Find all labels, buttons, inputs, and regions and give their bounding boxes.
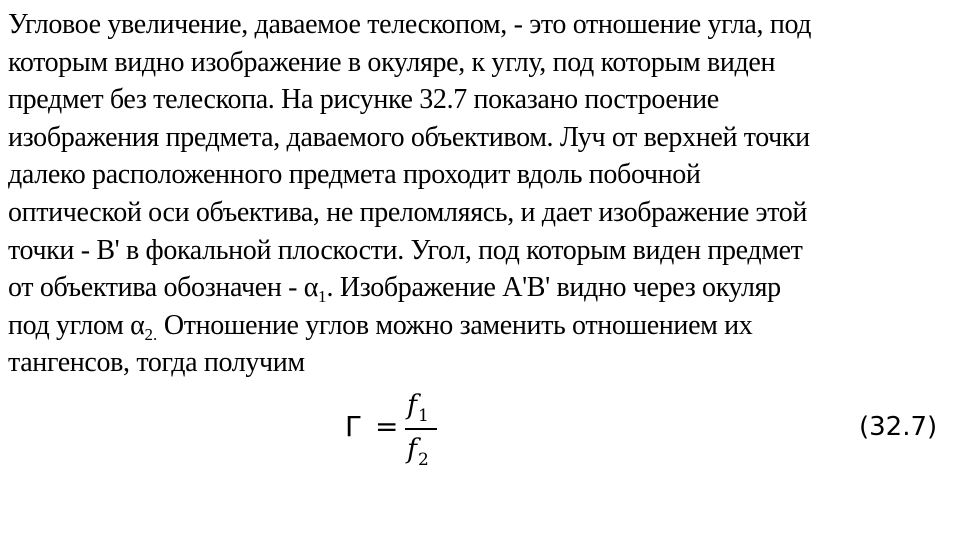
text-line-10: тангенсов, тогда получим: [8, 347, 305, 379]
text-line-8-end: . Изображение A'B' видно через окуляр: [326, 272, 781, 304]
text-line-5: далеко расположенного предмета проходит вдоль побочной: [8, 159, 701, 191]
fraction-denominator: [407, 434, 428, 469]
text-line-1: Угловое увеличение, даваемое телескопом, - это отношение угла, под: [8, 9, 812, 40]
text-line-8-start: от объектива обозначен - α: [8, 272, 319, 304]
text-line-2: которым видно изображение в окуляре, к углу, под которым виден: [8, 46, 776, 78]
text-line-8: [8, 269, 954, 307]
text-line-6: оптической оси объектива, не преломляясь, и дает изображение этой: [8, 196, 808, 228]
fraction-bar: [405, 428, 437, 430]
alpha-2-subscript: 2.: [144, 324, 158, 344]
text-line-7: точки - B' в фокальной плоскости. Угол, под которым виден предмет: [8, 234, 803, 266]
text-line-3: предмет без телескопа. На рисунке 32.7 показано построение: [8, 84, 719, 116]
alpha-1-subscript: 1: [318, 287, 327, 307]
denominator-index: 2: [418, 450, 429, 470]
denominator-symbol: f: [407, 434, 417, 465]
text-line-9-start: под углом α: [8, 309, 145, 341]
numerator-index: 1: [418, 406, 429, 426]
text-line-4: изображения предмета, даваемого объективом. Луч от верхней точки: [8, 121, 810, 153]
formula-fraction: [405, 388, 439, 472]
body-text: [8, 6, 954, 382]
fraction-numerator: [407, 390, 428, 425]
text-line-9-end: Отношение углов можно заменить отношением их: [157, 309, 753, 341]
formula-gamma: Γ: [345, 410, 361, 443]
formula-equals-sign: =: [375, 410, 399, 443]
numerator-symbol: f: [407, 390, 417, 421]
equation-number: (32.7): [859, 412, 938, 442]
text-line-9: [8, 307, 954, 345]
